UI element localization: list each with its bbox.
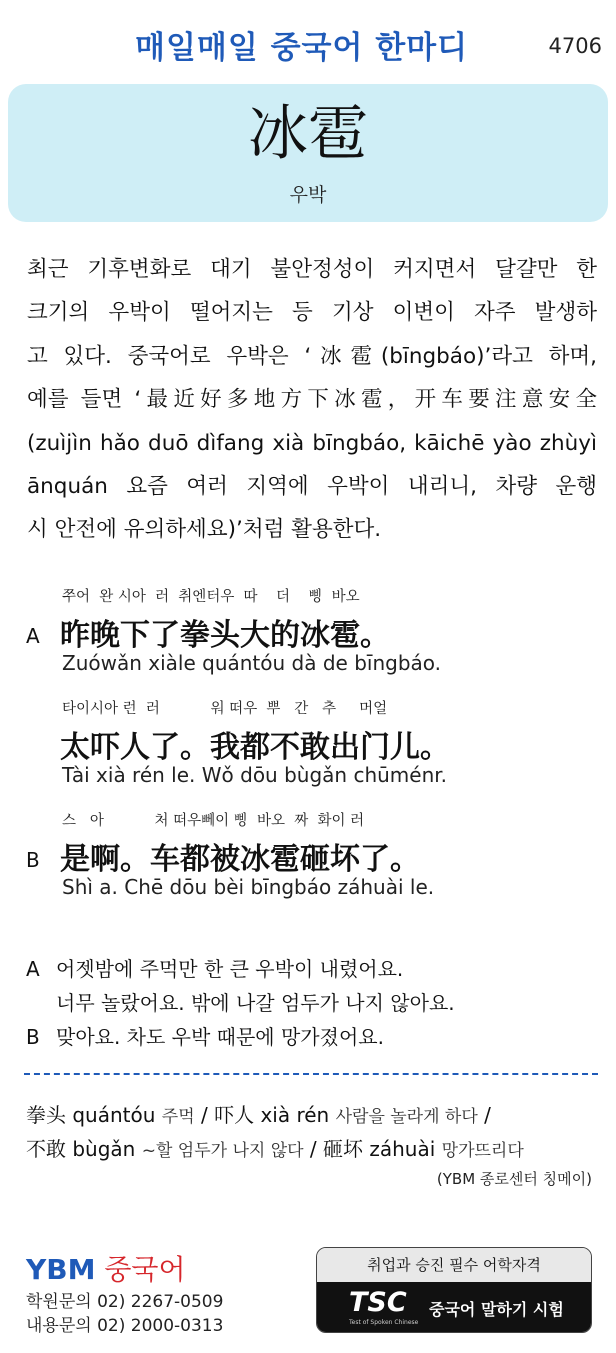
tsc-banner — [316, 1247, 592, 1333]
translation-text: 맞아요. 차도 우박 때문에 망가졌어요. — [56, 1025, 384, 1049]
tsc-logo-sub: Test of Spoken Chinese — [349, 1319, 419, 1326]
translation-line — [26, 953, 403, 982]
intro-line: 시 안전에 유의하세요)’처럼 활용한다. — [27, 517, 382, 543]
chinese-sentence: 昨晚下了拳头大的冰雹。 — [60, 618, 390, 653]
vocab-chinese: 不敢 — [26, 1137, 66, 1161]
ybm-brand-sub: 중국어 — [95, 1253, 186, 1286]
translation-text: 너무 놀랐어요. 밖에 나갈 엄두가 나지 않아요. — [56, 991, 455, 1015]
header — [0, 0, 616, 80]
credit: (YBM 종로센터 칭메이) — [436, 1170, 592, 1188]
chinese-sentence: 太吓人了。我都不敢出门儿。 — [60, 730, 450, 765]
vocab-chinese: 吓人 — [214, 1103, 255, 1127]
vocab-meaning: ~할 엄두가 나지 않다 — [141, 1141, 304, 1161]
word-korean: 우박 — [289, 184, 327, 206]
ybm-logo — [26, 1248, 186, 1288]
translation-text: 어젯밤에 주먹만 한 큰 우박이 내렸어요. — [56, 957, 404, 981]
pinyin: Tài xià rén le. Wǒ dōu bùgǎn chūménr. — [62, 763, 447, 787]
vocab-chinese: 拳头 — [26, 1103, 66, 1127]
vocab-separator: / — [303, 1137, 324, 1161]
intro-line: ānquán 요즘 여러 지역에 우박이 내리니, 차량 운행 — [27, 474, 597, 500]
vocab-pinyin: bùgǎn — [72, 1137, 136, 1161]
intro-line: (zuìjìn hǎo duō dìfang xià bīngbáo, kāichē yào zhùyì — [27, 430, 597, 456]
intro-line: 최근 기후변화로 대기 불안정성이 커지면서 달걀만 한 — [27, 257, 597, 282]
tsc-title: 중국어 말하기 시험 — [429, 1300, 564, 1319]
academy-contact: 학원문의 02) 2267-0509 — [26, 1292, 224, 1312]
vocab-line — [26, 1133, 524, 1162]
speaker-label: A — [26, 624, 40, 648]
vocab-pinyin: záhuài — [369, 1137, 436, 1161]
vocab-separator: / — [194, 1103, 215, 1127]
speaker-label: A — [26, 957, 40, 981]
tsc-logo: TSC — [349, 1287, 407, 1318]
pinyin: Shì a. Chē dōu bèi bīngbáo záhuài le. — [62, 875, 435, 899]
vocab-pinyin: xià rén — [260, 1103, 330, 1127]
intro-paragraph — [27, 248, 597, 552]
vocab-separator: / — [477, 1103, 491, 1127]
word-hanzi: 冰雹 — [248, 99, 368, 169]
korean-reading: 타이시아 런 러 워 떠우 뿌 간 추 머얼 — [62, 701, 388, 717]
speaker-label: B — [26, 1025, 40, 1049]
ybm-brand: YBM — [26, 1253, 96, 1286]
vocab-pinyin: quántóu — [72, 1103, 156, 1127]
chinese-sentence: 是啊。车都被冰雹砸坏了。 — [60, 842, 420, 877]
intro-line: 고 있다. 중국어로 우박은 ‘冰雹(bīngbáo)’라고 하며, — [27, 343, 597, 369]
intro-line: 예를 들면 ‘最近好多地方下冰雹，开车要注意安全 — [27, 387, 597, 413]
content-contact: 내용문의 02) 2000-0313 — [26, 1316, 224, 1336]
vocab-line — [26, 1099, 491, 1128]
tsc-tagline: 취업과 승진 필수 어학자격 — [317, 1248, 591, 1282]
speaker-label: B — [26, 848, 40, 872]
pinyin: Zuówǎn xiàle quántóu dà de bīngbáo. — [62, 651, 442, 675]
vocab-meaning: 사람을 놀라게 하다 — [335, 1107, 478, 1127]
vocab-meaning: 망가뜨리다 — [441, 1141, 524, 1161]
translation-line — [26, 1021, 384, 1050]
intro-line: 크기의 우박이 떨어지는 등 기상 이변이 자주 발생하 — [27, 300, 597, 326]
tsc-bar — [317, 1282, 591, 1332]
word-box — [8, 84, 608, 222]
vocab-meaning: 주먹 — [161, 1107, 195, 1127]
translation-line — [26, 987, 455, 1016]
korean-reading: 스 아 처 떠우뻬이 삥 바오 짜 화이 러 — [62, 813, 365, 829]
vocab-chinese: 砸坏 — [323, 1137, 364, 1161]
column-title: 매일매일 중국어 한마디 — [135, 30, 469, 66]
korean-reading: 쭈어 완 시아 러 취엔터우 따 더 삥 바오 — [62, 589, 360, 605]
issue-number: 4706 — [548, 34, 602, 58]
dashed-divider — [24, 1073, 598, 1075]
